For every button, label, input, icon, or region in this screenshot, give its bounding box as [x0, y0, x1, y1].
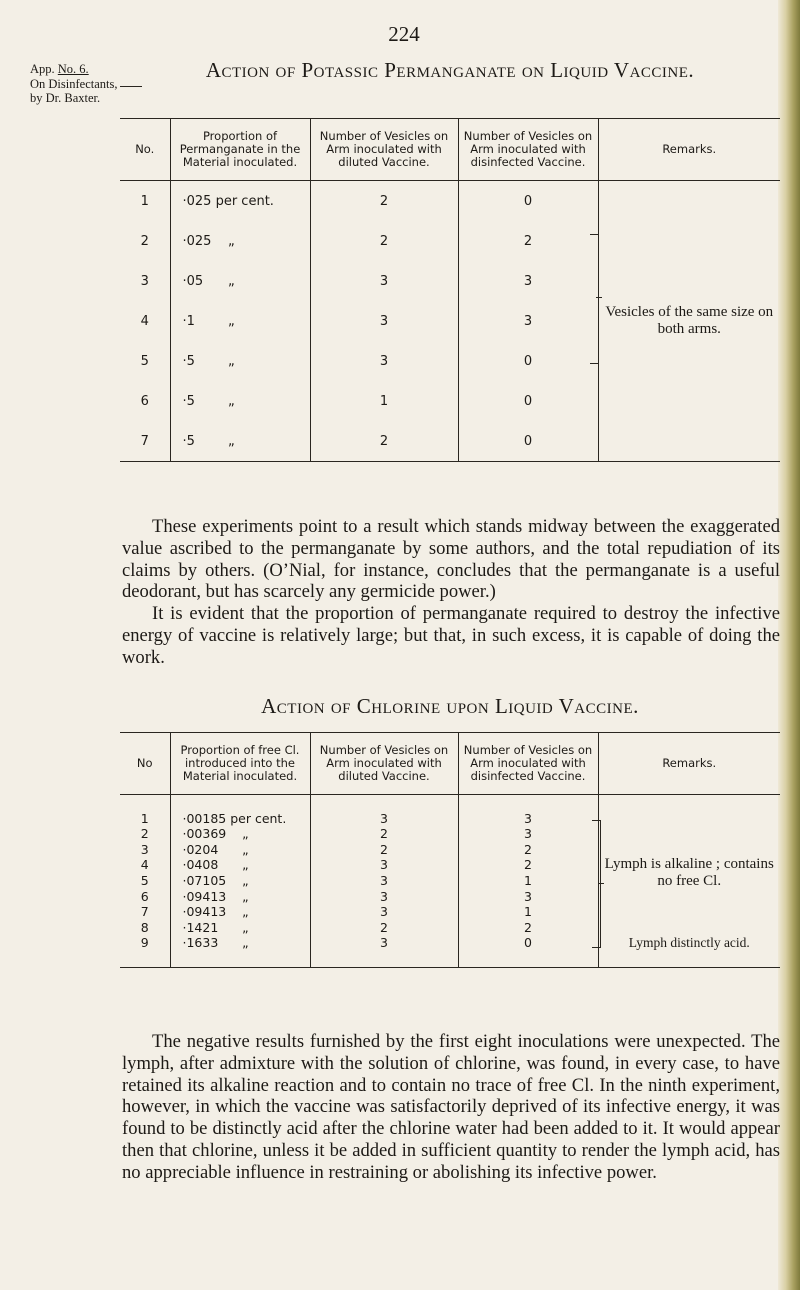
cell-no: 8 — [140, 919, 149, 935]
cell-disinfected: 3 — [458, 301, 598, 341]
table-row — [120, 935, 780, 951]
cell-diluted: 3 — [310, 889, 458, 905]
bracket-rows-1-8 — [592, 820, 601, 948]
page-binding-edge — [778, 0, 800, 1290]
bracket-tick — [598, 883, 604, 884]
appendix-label — [30, 62, 89, 76]
cell-disinfected: 2 — [458, 920, 598, 936]
appendix-prefix: App. — [30, 62, 55, 76]
cell-diluted: 3 — [310, 811, 458, 827]
cell-disinfected: 1 — [458, 904, 598, 920]
cell-proportion: ·0204 „ — [170, 842, 310, 858]
cell-proportion: ·1421 „ — [170, 920, 310, 936]
cell-diluted: 3 — [310, 935, 458, 951]
cell-proportion: ·5 „ — [170, 381, 310, 421]
cell-diluted: 3 — [310, 873, 458, 889]
cell-no: 4 — [140, 313, 149, 329]
header-disinfected: Number of Vesicles on Arm inoculated with disinfected Vaccine. — [458, 733, 598, 795]
cell-no: 1 — [140, 193, 149, 209]
cell-diluted: 2 — [310, 920, 458, 936]
cell-disinfected: 2 — [458, 221, 598, 261]
margin-rule — [120, 86, 142, 87]
header-diluted: Number of Vesicles on Arm inoculated with diluted Vaccine. — [310, 119, 458, 181]
cell-proportion: ·1633 „ — [170, 935, 310, 951]
cell-disinfected: 0 — [458, 381, 598, 421]
cell-no: 7 — [140, 904, 149, 920]
header-no: No. — [120, 119, 170, 181]
cell-diluted: 3 — [310, 341, 458, 381]
cell-proportion: ·5 „ — [170, 421, 310, 462]
section1-title: Action of Potassic Permanganate on Liquid Vaccine. — [205, 58, 695, 82]
cell-proportion: ·0408 „ — [170, 857, 310, 873]
cell-diluted: 3 — [310, 857, 458, 873]
cell-proportion: ·00185 per cent. — [170, 811, 310, 827]
margin-note-topic: On Disinfectants, — [30, 77, 118, 91]
remark-text: Vesicles of the same size on both arms. — [605, 304, 774, 337]
cell-no: 3 — [140, 273, 149, 289]
paragraph: These experiments point to a result which stands midway between the exaggerated value ascribed to the permanganate by some authors, and the total repudiation of its claims by others. (O’Nial, for instance, concludes that the permanganate is a useful deodorant, but has scarcely any germicide power.) — [122, 516, 780, 603]
cell-diluted: 2 — [310, 221, 458, 261]
cell-diluted: 2 — [310, 421, 458, 462]
cell-disinfected: 0 — [458, 341, 598, 381]
table-row — [120, 181, 780, 222]
cell-disinfected: 2 — [458, 857, 598, 873]
cell-diluted: 1 — [310, 381, 458, 421]
body-text-1 — [122, 516, 780, 669]
margin-note-author: by Dr. Baxter. — [30, 91, 101, 105]
cell-no: 9 — [140, 935, 149, 951]
cell-disinfected: 0 — [458, 181, 598, 222]
cell-proportion: ·5 „ — [170, 341, 310, 381]
cell-no: 5 — [140, 353, 149, 369]
cell-no: 6 — [140, 888, 149, 904]
cell-proportion: ·05 „ — [170, 261, 310, 301]
cell-proportion: ·09413 „ — [170, 904, 310, 920]
cell-disinfected: 3 — [458, 811, 598, 827]
chlorine-table — [120, 732, 780, 968]
cell-diluted: 2 — [310, 826, 458, 842]
cell-disinfected: 3 — [458, 261, 598, 301]
cell-proportion: ·025 per cent. — [170, 181, 310, 222]
header-proportion: Proportion of free Cl. introduced into the Material inoculated. — [170, 733, 310, 795]
cell-no: 2 — [140, 233, 149, 249]
body-text-2 — [122, 1031, 780, 1184]
header-remarks: Remarks. — [598, 119, 780, 181]
cell-disinfected: 3 — [458, 826, 598, 842]
header-no: No — [120, 733, 170, 795]
page-number: 224 — [388, 22, 420, 46]
cell-disinfected: 3 — [458, 889, 598, 905]
cell-disinfected: 1 — [458, 873, 598, 889]
cell-no: 4 — [140, 857, 149, 873]
cell-diluted: 2 — [310, 842, 458, 858]
header-remarks: Remarks. — [598, 733, 780, 795]
cell-proportion: ·07105 „ — [170, 873, 310, 889]
cell-disinfected: 2 — [458, 842, 598, 858]
cell-proportion: ·09413 „ — [170, 889, 310, 905]
header-diluted: Number of Vesicles on Arm inoculated with diluted Vaccine. — [310, 733, 458, 795]
cell-proportion: ·1 „ — [170, 301, 310, 341]
cell-disinfected: 0 — [458, 935, 598, 951]
table-row — [120, 811, 780, 827]
cell-diluted: 3 — [310, 261, 458, 301]
cell-remarks — [598, 811, 780, 936]
permanganate-table — [120, 118, 780, 462]
bracket-tick — [596, 297, 602, 298]
cell-remarks — [598, 181, 780, 462]
appendix-number: No. 6. — [57, 62, 89, 76]
cell-disinfected: 0 — [458, 421, 598, 462]
cell-no: 1 — [140, 810, 149, 826]
cell-diluted: 2 — [310, 181, 458, 222]
cell-proportion: ·025 „ — [170, 221, 310, 261]
section2-title: Action of Chlorine upon Liquid Vaccine. — [261, 694, 639, 718]
paragraph: It is evident that the proportion of permanganate required to destroy the infective energy of vaccine is relatively large; but that, in such excess, it is capable of doing the work. — [122, 603, 780, 668]
header-proportion: Proportion of Permanganate in the Material inoculated. — [170, 119, 310, 181]
cell-proportion: ·00369 „ — [170, 826, 310, 842]
bracket-rows-2-4 — [590, 234, 599, 364]
cell-diluted: 3 — [310, 904, 458, 920]
cell-no: 2 — [140, 826, 149, 842]
remark-alkaline: Lymph is alkaline ; contains no free Cl. — [604, 855, 774, 889]
cell-remarks-acid: Lymph distinctly acid. — [598, 935, 780, 951]
cell-no: 5 — [140, 872, 149, 888]
cell-no: 3 — [140, 841, 149, 857]
cell-no: 7 — [140, 433, 149, 449]
cell-no: 6 — [140, 393, 149, 409]
cell-diluted: 3 — [310, 301, 458, 341]
paragraph: The negative results furnished by the first eight inoculations were unexpected. The lymph, after admixture with the solution of chlorine, was found, in every case, to have retained its alkaline reaction and to contain no trace of free Cl. In the ninth experiment, however, in which the vaccine was satisfactorily deprived of its infective energy, it was found to be distinctly acid after the chlorine water had been added to it. It would appear then that chlorine, unless it be added in sufficient quantity to render the lymph acid, has no appreciable influence in restraining or abolishing its infective power. — [122, 1031, 780, 1183]
header-disinfected: Number of Vesicles on Arm inoculated with disinfected Vaccine. — [458, 119, 598, 181]
